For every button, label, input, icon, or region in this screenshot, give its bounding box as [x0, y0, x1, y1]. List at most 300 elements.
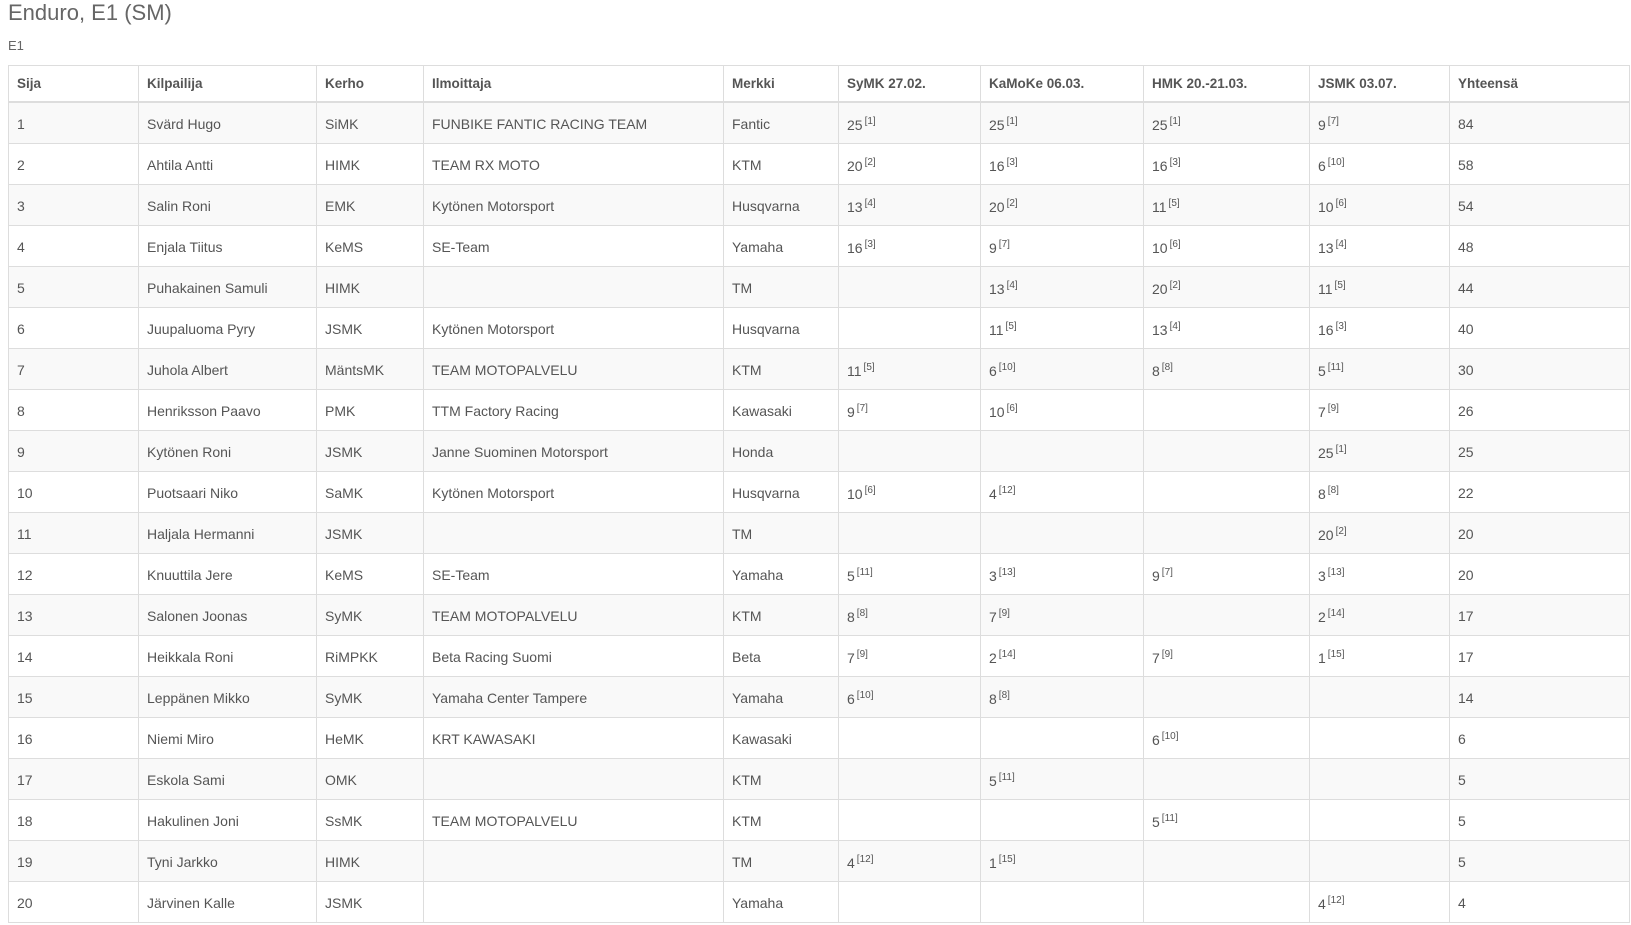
- round-1-cell: [839, 800, 981, 841]
- finish-position: [11]: [856, 566, 873, 578]
- total-cell: 17: [1450, 595, 1630, 636]
- table-row: [9, 185, 1630, 226]
- table-row: [9, 636, 1630, 677]
- points-value: 4: [1318, 895, 1326, 912]
- points-value: 5: [1318, 362, 1326, 379]
- round-4-cell: [1310, 431, 1450, 472]
- round-2-cell: [981, 102, 1144, 144]
- finish-position: [2]: [864, 156, 876, 168]
- round-3-cell: [1144, 308, 1310, 349]
- round-points: [1152, 280, 1181, 297]
- table-row: [9, 841, 1630, 882]
- results-body: [9, 102, 1630, 923]
- round-4-cell: [1310, 759, 1450, 800]
- finish-position: [7]: [1327, 115, 1339, 127]
- finish-position: [1]: [1169, 115, 1181, 127]
- rank-cell: 5: [9, 267, 139, 308]
- brand-cell: KTM: [724, 595, 839, 636]
- round-2-cell: [981, 267, 1144, 308]
- round-4-cell: [1310, 513, 1450, 554]
- finish-position: [3]: [1335, 320, 1347, 332]
- points-value: 5: [847, 567, 855, 584]
- round-3-cell: [1144, 226, 1310, 267]
- finish-position: [14]: [1327, 607, 1345, 619]
- rank-cell: 6: [9, 308, 139, 349]
- points-value: 8: [1152, 362, 1160, 379]
- points-value: 3: [1318, 567, 1326, 584]
- points-value: 3: [989, 567, 997, 584]
- total-cell: 40: [1450, 308, 1630, 349]
- total-cell: 25: [1450, 431, 1630, 472]
- brand-cell: KTM: [724, 349, 839, 390]
- points-value: 4: [989, 485, 997, 502]
- rider-cell: Leppänen Mikko: [139, 677, 317, 718]
- team-cell: Janne Suominen Motorsport: [424, 431, 724, 472]
- points-value: 6: [989, 362, 997, 379]
- round-3-cell: [1144, 102, 1310, 144]
- table-row: [9, 267, 1630, 308]
- round-2-cell: [981, 718, 1144, 759]
- rider-cell: Salin Roni: [139, 185, 317, 226]
- rider-cell: Haljala Hermanni: [139, 513, 317, 554]
- finish-position: [8]: [1161, 361, 1173, 373]
- round-points: [989, 444, 991, 461]
- round-3-cell: [1144, 759, 1310, 800]
- round-points: [1318, 444, 1347, 461]
- club-cell: HIMK: [317, 144, 424, 185]
- round-1-cell: [839, 718, 981, 759]
- column-header-round-1[interactable]: SyMK 27.02.: [839, 66, 981, 103]
- round-points: [1318, 280, 1346, 297]
- results-table: [8, 65, 1630, 923]
- rank-cell: 3: [9, 185, 139, 226]
- column-header-team[interactable]: Ilmoittaja: [424, 66, 724, 103]
- round-points: [1318, 403, 1339, 420]
- round-4-cell: [1310, 841, 1450, 882]
- rider-cell: Knuuttila Jere: [139, 554, 317, 595]
- table-row: [9, 554, 1630, 595]
- finish-position: [7]: [998, 238, 1010, 250]
- round-points: [989, 198, 1018, 215]
- round-points: [847, 403, 868, 420]
- finish-position: [3]: [1169, 156, 1181, 168]
- points-value: 11: [1152, 198, 1167, 215]
- finish-position: [2]: [1335, 525, 1347, 537]
- round-points: [1152, 444, 1154, 461]
- round-4-cell: [1310, 102, 1450, 144]
- round-points: [1152, 116, 1181, 133]
- club-cell: JSMK: [317, 308, 424, 349]
- team-cell: TEAM MOTOPALVELU: [424, 349, 724, 390]
- round-points: [989, 526, 991, 543]
- round-4-cell: [1310, 595, 1450, 636]
- round-3-cell: [1144, 349, 1310, 390]
- finish-position: [9]: [998, 607, 1010, 619]
- club-cell: SiMK: [317, 102, 424, 144]
- team-cell: [424, 841, 724, 882]
- round-4-cell: [1310, 226, 1450, 267]
- club-cell: PMK: [317, 390, 424, 431]
- round-3-cell: [1144, 185, 1310, 226]
- round-2-cell: [981, 144, 1144, 185]
- rank-cell: 14: [9, 636, 139, 677]
- round-points: [989, 813, 991, 830]
- table-row: [9, 102, 1630, 144]
- finish-position: [3]: [1006, 156, 1018, 168]
- team-cell: KRT KAWASAKI: [424, 718, 724, 759]
- rider-cell: Tyni Jarkko: [139, 841, 317, 882]
- rank-cell: 18: [9, 800, 139, 841]
- column-header-club[interactable]: Kerho: [317, 66, 424, 103]
- rank-cell: 11: [9, 513, 139, 554]
- round-3-cell: [1144, 431, 1310, 472]
- round-1-cell: [839, 841, 981, 882]
- round-2-cell: [981, 595, 1144, 636]
- round-3-cell: [1144, 595, 1310, 636]
- points-value: 5: [989, 772, 997, 789]
- round-3-cell: [1144, 677, 1310, 718]
- round-4-cell: [1310, 349, 1450, 390]
- round-points: [1152, 895, 1154, 912]
- finish-position: [12]: [1327, 894, 1345, 906]
- column-header-round-4[interactable]: JSMK 03.07.: [1310, 66, 1450, 103]
- round-points: [847, 567, 873, 584]
- finish-position: [9]: [856, 648, 868, 660]
- round-points: [1318, 116, 1339, 133]
- brand-cell: Yamaha: [724, 677, 839, 718]
- round-points: [989, 772, 1015, 789]
- round-points: [847, 116, 876, 133]
- total-cell: 48: [1450, 226, 1630, 267]
- points-value: 1: [1318, 649, 1326, 666]
- brand-cell: Husqvarna: [724, 472, 839, 513]
- points-value: 16: [1318, 321, 1334, 338]
- round-points: [1152, 731, 1178, 748]
- round-points: [1152, 157, 1181, 174]
- round-1-cell: [839, 595, 981, 636]
- points-value: 16: [1152, 157, 1168, 174]
- round-2-cell: [981, 472, 1144, 513]
- points-value: 9: [1318, 116, 1326, 133]
- rider-cell: Puhakainen Samuli: [139, 267, 317, 308]
- round-points: [989, 690, 1010, 707]
- total-cell: 84: [1450, 102, 1630, 144]
- total-cell: 22: [1450, 472, 1630, 513]
- table-row: [9, 595, 1630, 636]
- round-3-cell: [1144, 472, 1310, 513]
- points-value: 20: [847, 157, 863, 174]
- round-2-cell: [981, 513, 1144, 554]
- rank-cell: 10: [9, 472, 139, 513]
- points-value: 10: [1152, 239, 1168, 256]
- round-points: [989, 854, 1015, 871]
- rider-cell: Enjala Tiitus: [139, 226, 317, 267]
- round-4-cell: [1310, 800, 1450, 841]
- brand-cell: Fantic: [724, 102, 839, 144]
- round-2-cell: [981, 226, 1144, 267]
- class-label: E1: [8, 38, 24, 53]
- page-title: Enduro, E1 (SM): [8, 0, 172, 25]
- round-1-cell: [839, 102, 981, 144]
- table-row: [9, 800, 1630, 841]
- brand-cell: Yamaha: [724, 882, 839, 923]
- finish-position: [13]: [1327, 566, 1345, 578]
- round-1-cell: [839, 267, 981, 308]
- total-cell: 20: [1450, 513, 1630, 554]
- points-value: 11: [989, 321, 1004, 338]
- finish-position: [11]: [1161, 812, 1178, 824]
- round-1-cell: [839, 390, 981, 431]
- total-cell: 14: [1450, 677, 1630, 718]
- team-cell: Kytönen Motorsport: [424, 308, 724, 349]
- round-1-cell: [839, 636, 981, 677]
- points-value: 4: [847, 854, 855, 871]
- club-cell: HIMK: [317, 841, 424, 882]
- round-3-cell: [1144, 390, 1310, 431]
- club-cell: RiMPKK: [317, 636, 424, 677]
- club-cell: SaMK: [317, 472, 424, 513]
- round-points: [989, 362, 1015, 379]
- round-4-cell: [1310, 267, 1450, 308]
- brand-cell: Yamaha: [724, 554, 839, 595]
- club-cell: JSMK: [317, 431, 424, 472]
- round-1-cell: [839, 431, 981, 472]
- table-row: [9, 759, 1630, 800]
- rank-cell: 19: [9, 841, 139, 882]
- points-value: 25: [989, 116, 1005, 133]
- round-points: [1152, 690, 1154, 707]
- round-points: [1318, 854, 1320, 871]
- total-cell: 5: [1450, 841, 1630, 882]
- rank-cell: 4: [9, 226, 139, 267]
- round-4-cell: [1310, 185, 1450, 226]
- rider-cell: Svärd Hugo: [139, 102, 317, 144]
- brand-cell: Husqvarna: [724, 308, 839, 349]
- finish-position: [6]: [864, 484, 876, 496]
- table-row: [9, 308, 1630, 349]
- rider-cell: Henriksson Paavo: [139, 390, 317, 431]
- round-4-cell: [1310, 636, 1450, 677]
- round-points: [847, 608, 868, 625]
- round-points: [847, 690, 873, 707]
- round-1-cell: [839, 882, 981, 923]
- rank-cell: 16: [9, 718, 139, 759]
- round-1-cell: [839, 349, 981, 390]
- round-points: [847, 526, 849, 543]
- round-points: [1152, 772, 1154, 789]
- points-value: 25: [1152, 116, 1168, 133]
- club-cell: HeMK: [317, 718, 424, 759]
- round-1-cell: [839, 677, 981, 718]
- points-value: 11: [1318, 280, 1333, 297]
- round-2-cell: [981, 759, 1144, 800]
- brand-cell: KTM: [724, 144, 839, 185]
- brand-cell: TM: [724, 841, 839, 882]
- finish-position: [4]: [1169, 320, 1181, 332]
- total-cell: 30: [1450, 349, 1630, 390]
- points-value: 13: [1152, 321, 1168, 338]
- club-cell: MäntsMK: [317, 349, 424, 390]
- table-row: [9, 718, 1630, 759]
- finish-position: [10]: [1327, 156, 1345, 168]
- round-1-cell: [839, 513, 981, 554]
- column-header-brand[interactable]: Merkki: [724, 66, 839, 103]
- rank-cell: 1: [9, 102, 139, 144]
- table-row: [9, 677, 1630, 718]
- finish-position: [1]: [1006, 115, 1018, 127]
- finish-position: [9]: [1161, 648, 1173, 660]
- round-points: [847, 895, 849, 912]
- round-2-cell: [981, 882, 1144, 923]
- finish-position: [10]: [856, 689, 874, 701]
- round-points: [1152, 567, 1173, 584]
- finish-position: [10]: [998, 361, 1016, 373]
- points-value: 10: [847, 485, 863, 502]
- column-header-round-2[interactable]: KaMoKe 06.03.: [981, 66, 1144, 103]
- points-value: 25: [1318, 444, 1334, 461]
- team-cell: TEAM MOTOPALVELU: [424, 800, 724, 841]
- total-cell: 6: [1450, 718, 1630, 759]
- team-cell: SE-Team: [424, 226, 724, 267]
- points-value: 25: [847, 116, 863, 133]
- club-cell: KeMS: [317, 554, 424, 595]
- points-value: 20: [1318, 526, 1334, 543]
- table-row: [9, 472, 1630, 513]
- rider-cell: Hakulinen Joni: [139, 800, 317, 841]
- round-points: [1152, 239, 1181, 256]
- finish-position: [5]: [1168, 197, 1180, 209]
- team-cell: FUNBIKE FANTIC RACING TEAM: [424, 102, 724, 144]
- round-4-cell: [1310, 308, 1450, 349]
- table-row: [9, 431, 1630, 472]
- finish-position: [1]: [864, 115, 876, 127]
- rank-cell: 20: [9, 882, 139, 923]
- column-header-rider[interactable]: Kilpailija: [139, 66, 317, 103]
- round-points: [1152, 813, 1178, 830]
- round-points: [1318, 567, 1344, 584]
- column-header-rank[interactable]: Sija: [9, 66, 139, 103]
- round-points: [847, 813, 849, 830]
- rank-cell: 13: [9, 595, 139, 636]
- round-points: [1318, 772, 1320, 789]
- round-points: [1318, 157, 1344, 174]
- round-4-cell: [1310, 677, 1450, 718]
- rider-cell: Kytönen Roni: [139, 431, 317, 472]
- rider-cell: Ahtila Antti: [139, 144, 317, 185]
- finish-position: [4]: [1006, 279, 1018, 291]
- brand-cell: Yamaha: [724, 226, 839, 267]
- club-cell: SyMK: [317, 677, 424, 718]
- round-1-cell: [839, 554, 981, 595]
- club-cell: KeMS: [317, 226, 424, 267]
- team-cell: [424, 513, 724, 554]
- finish-position: [8]: [998, 689, 1010, 701]
- points-value: 8: [1318, 485, 1326, 502]
- points-value: 7: [847, 649, 855, 666]
- finish-position: [6]: [1169, 238, 1181, 250]
- column-header-round-3[interactable]: HMK 20.-21.03.: [1144, 66, 1310, 103]
- round-points: [989, 116, 1018, 133]
- finish-position: [14]: [998, 648, 1016, 660]
- rider-cell: Juhola Albert: [139, 349, 317, 390]
- round-points: [1318, 485, 1339, 502]
- rank-cell: 15: [9, 677, 139, 718]
- finish-position: [12]: [998, 484, 1016, 496]
- round-points: [1318, 321, 1347, 338]
- points-value: 5: [1152, 813, 1160, 830]
- club-cell: JSMK: [317, 513, 424, 554]
- round-2-cell: [981, 800, 1144, 841]
- round-4-cell: [1310, 144, 1450, 185]
- rider-cell: Salonen Joonas: [139, 595, 317, 636]
- table-row: [9, 882, 1630, 923]
- finish-position: [5]: [1334, 279, 1346, 291]
- team-cell: Beta Racing Suomi: [424, 636, 724, 677]
- points-value: 7: [1152, 649, 1160, 666]
- finish-position: [13]: [998, 566, 1016, 578]
- round-3-cell: [1144, 144, 1310, 185]
- table-row: [9, 513, 1630, 554]
- finish-position: [1]: [1335, 443, 1347, 455]
- points-value: 1: [989, 854, 997, 871]
- team-cell: TEAM RX MOTO: [424, 144, 724, 185]
- finish-position: [5]: [1005, 320, 1017, 332]
- brand-cell: KTM: [724, 759, 839, 800]
- round-points: [989, 239, 1010, 256]
- round-points: [989, 608, 1010, 625]
- rank-cell: 8: [9, 390, 139, 431]
- round-points: [989, 649, 1015, 666]
- round-points: [1152, 362, 1173, 379]
- finish-position: [4]: [864, 197, 876, 209]
- club-cell: SyMK: [317, 595, 424, 636]
- total-cell: 4: [1450, 882, 1630, 923]
- round-points: [1152, 403, 1154, 420]
- total-cell: 26: [1450, 390, 1630, 431]
- team-cell: [424, 267, 724, 308]
- team-cell: Kytönen Motorsport: [424, 472, 724, 513]
- points-value: 13: [989, 280, 1005, 297]
- finish-position: [8]: [1327, 484, 1339, 496]
- total-cell: 54: [1450, 185, 1630, 226]
- round-1-cell: [839, 472, 981, 513]
- round-points: [847, 362, 875, 379]
- points-value: 10: [1318, 198, 1334, 215]
- round-2-cell: [981, 185, 1144, 226]
- round-1-cell: [839, 144, 981, 185]
- brand-cell: Kawasaki: [724, 390, 839, 431]
- header-row: [9, 66, 1630, 103]
- points-value: 2: [989, 649, 997, 666]
- finish-position: [9]: [1327, 402, 1339, 414]
- round-3-cell: [1144, 513, 1310, 554]
- round-1-cell: [839, 759, 981, 800]
- round-points: [847, 239, 876, 256]
- round-2-cell: [981, 308, 1144, 349]
- finish-position: [11]: [998, 771, 1015, 783]
- round-4-cell: [1310, 554, 1450, 595]
- column-header-total[interactable]: Yhteensä: [1450, 66, 1630, 103]
- round-points: [1318, 239, 1347, 256]
- round-3-cell: [1144, 554, 1310, 595]
- finish-position: [10]: [1161, 730, 1179, 742]
- points-value: 9: [1152, 567, 1160, 584]
- brand-cell: TM: [724, 513, 839, 554]
- points-value: 13: [847, 198, 863, 215]
- finish-position: [7]: [1161, 566, 1173, 578]
- round-points: [1152, 198, 1180, 215]
- team-cell: [424, 759, 724, 800]
